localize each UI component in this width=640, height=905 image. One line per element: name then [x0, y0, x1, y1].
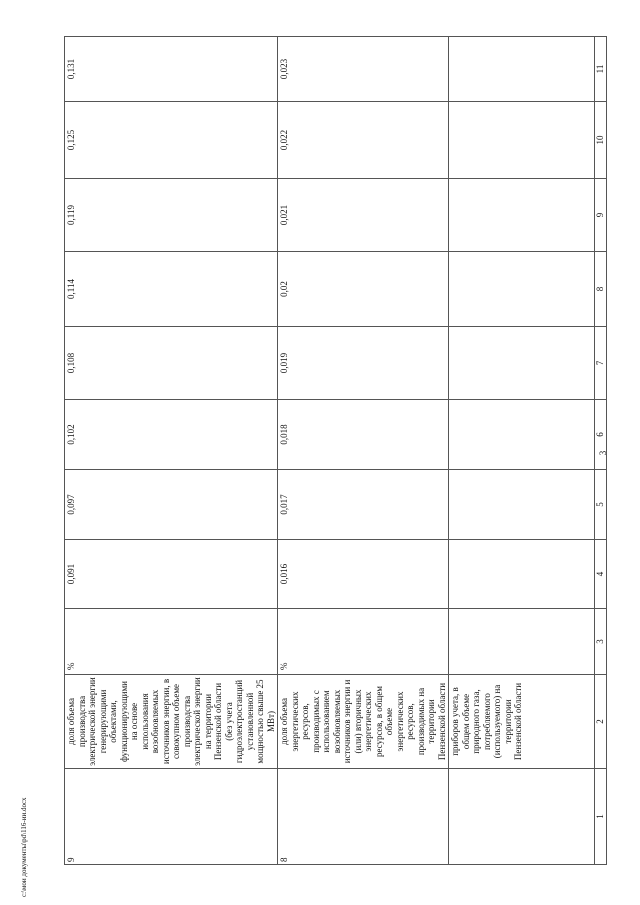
- row-value-cell: [449, 327, 595, 400]
- table-row: [449, 37, 595, 865]
- indicators-table: [64, 36, 607, 865]
- row-number-cell: 8: [278, 769, 449, 865]
- row-value-cell: [449, 37, 595, 102]
- row-value-cell: 0,018: [278, 400, 449, 470]
- row-value-cell: 0,119: [65, 179, 278, 252]
- row-value-cell: 0,131: [65, 37, 278, 102]
- column-number-header: 6: [595, 400, 607, 470]
- row-value-cell: 0,021: [278, 179, 449, 252]
- row-value-cell: 0,091: [65, 540, 278, 609]
- column-number-header: 3: [595, 609, 607, 675]
- row-value-cell: 0,02: [278, 252, 449, 327]
- row-value-cell: 0,097: [65, 470, 278, 540]
- row-value-cell: [449, 540, 595, 609]
- row-name-cell: доля объема энергетических ресурсов, производимых с использованием возобновляемых источников энергии и (или) вторичных энергетических ресурсов, в общем объеме энергетических ресурсов, производимых на территории Пензенской области: [278, 675, 449, 769]
- column-number-header: 8: [595, 252, 607, 327]
- column-number-header: 2: [595, 675, 607, 769]
- row-value-cell: 0,017: [278, 470, 449, 540]
- column-number-header: 4: [595, 540, 607, 609]
- row-number-cell: [449, 769, 595, 865]
- row-value-cell: [449, 470, 595, 540]
- row-name-cell: приборов учета, в общем объеме природного газа, потребляемого (используемого) на территории Пензенской области: [449, 675, 595, 769]
- row-value-cell: 0,125: [65, 102, 278, 179]
- row-value-cell: [449, 102, 595, 179]
- row-value-cell: [449, 400, 595, 470]
- row-value-cell: 0,016: [278, 540, 449, 609]
- row-name-cell: доля объема производства электрической энергии генерирующими объектами, функционирующими на основе использования возобновляемых источников энергии, в совокупном объеме производства электрической энергии на территории Пензенской области (без учета гидроэлектростанций установленной мощностью свыше 25 МВт): [65, 675, 278, 769]
- row-value-cell: 0,108: [65, 327, 278, 400]
- row-value-cell: [449, 252, 595, 327]
- footer-file-path: c:\мои документы\pd\116-ии.docx: [20, 797, 28, 897]
- column-number-header: 11: [595, 37, 607, 102]
- row-value-cell: 0,019: [278, 327, 449, 400]
- row-value-cell: [449, 179, 595, 252]
- table-row: [65, 37, 278, 865]
- column-number-header: 1: [595, 769, 607, 865]
- column-number-header: 5: [595, 470, 607, 540]
- row-unit-cell: %: [65, 609, 278, 675]
- column-number-header: 7: [595, 327, 607, 400]
- column-number-header: 10: [595, 102, 607, 179]
- page-number: 3: [598, 450, 608, 456]
- row-value-cell: 0,023: [278, 37, 449, 102]
- row-value-cell: 0,114: [65, 252, 278, 327]
- row-value-cell: 0,102: [65, 400, 278, 470]
- table-row: [278, 37, 449, 865]
- row-unit-cell: [449, 609, 595, 675]
- column-number-header: 9: [595, 179, 607, 252]
- row-unit-cell: %: [278, 609, 449, 675]
- row-value-cell: 0,022: [278, 102, 449, 179]
- table-header-row: [595, 37, 607, 865]
- row-number-cell: 9: [65, 769, 278, 865]
